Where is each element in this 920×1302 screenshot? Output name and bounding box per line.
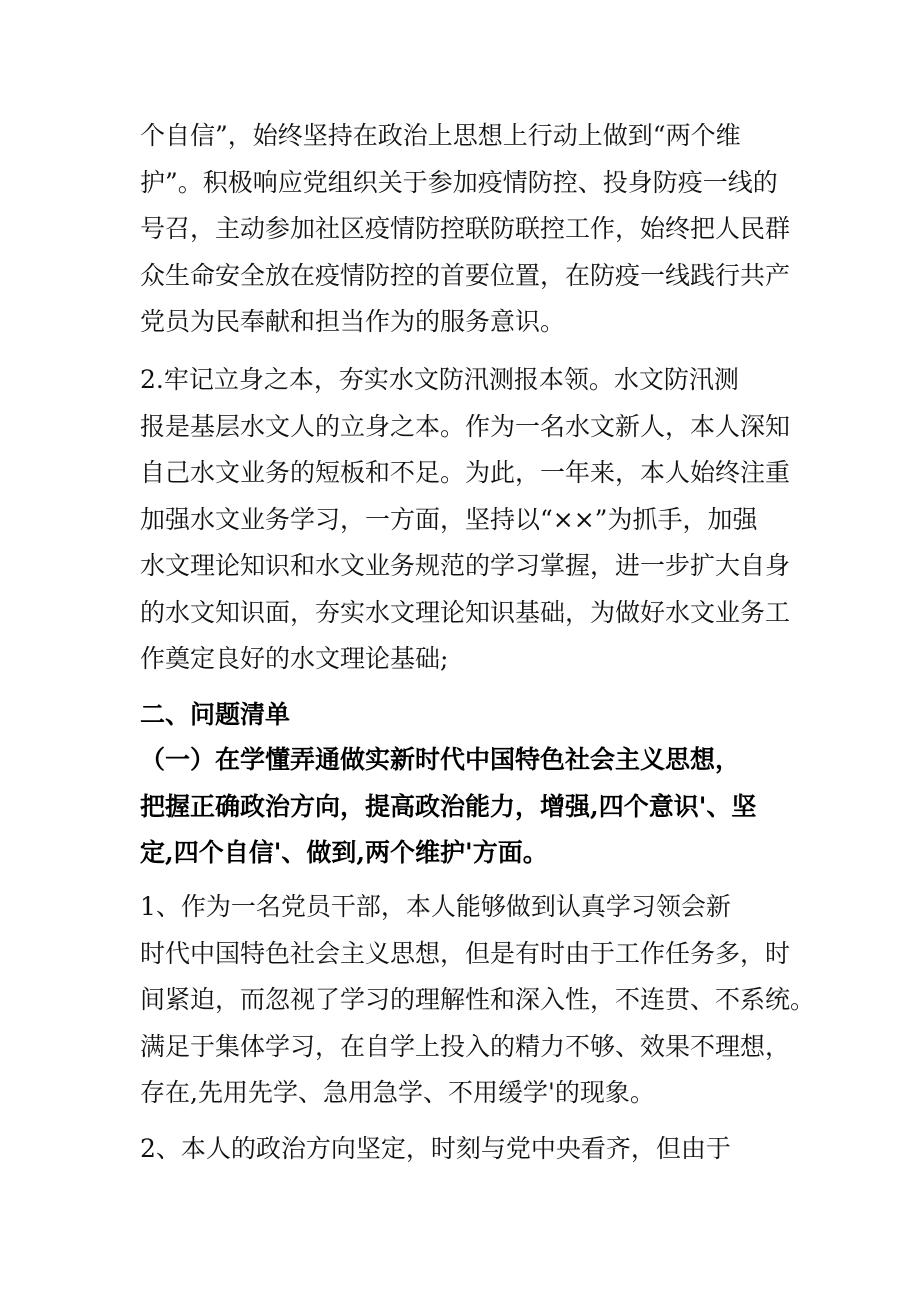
text-line: 2.牢记立身之本，夯实水文防汛测报本领。水文防汛测 bbox=[140, 365, 739, 394]
section-heading-problem-list bbox=[140, 692, 790, 739]
paragraph-problem-2 bbox=[140, 1126, 790, 1173]
text-line: 加强水文业务学习，一方面，坚持以“××”为抓手，加强 bbox=[140, 504, 758, 534]
text-line: 作奠定良好的水文理论基础; bbox=[140, 644, 449, 673]
text-line: 间紧迫，而忽视了学习的理解性和深入性，不连贯、不系统。 bbox=[140, 985, 816, 1014]
section-heading: 二、问题清单 bbox=[140, 700, 291, 729]
text-line: 时代中国特色社会主义思想，但是有时由于工作任务多，时 bbox=[140, 938, 791, 968]
paragraph-problem-1 bbox=[140, 884, 816, 1117]
text-line: 个自信”，始终坚持在政治上思想上行动上做到“两个维 bbox=[140, 121, 741, 150]
text-line: 护”。积极响应党组织关于参加疫情防控、投身防疫一线的 bbox=[140, 167, 778, 197]
text-line: 自己水文业务的短板和不足。为此，一年来，本人始终注重 bbox=[140, 458, 791, 487]
text-line: 水文理论知识和水文业务规范的学习掌握，进一步扩大自身 bbox=[140, 551, 791, 580]
text-line: 党员为民奉献和担当作为的服务意识。 bbox=[140, 307, 566, 336]
text-line: 报是基层水文人的立身之本。作为一名水文新人，本人深知 bbox=[140, 411, 791, 441]
text-line: 的水文知识面，夯实水文理论知识基础，为做好水文业务工 bbox=[140, 597, 791, 627]
text-line: 众生命安全放在疫情防控的首要位置，在防疫一线践行共产 bbox=[140, 260, 791, 290]
paragraph-hydrology-skills bbox=[140, 357, 790, 683]
text-line: 号召，主动参加社区疫情防控联防联控工作，始终把人民群 bbox=[140, 214, 791, 243]
subsection-heading bbox=[140, 737, 790, 877]
text-line: 2、本人的政治方向坚定，时刻与党中央看齐，但由于 bbox=[140, 1134, 731, 1163]
subheading-line: 定,四个自信'、做到,两个维护'方面。 bbox=[140, 838, 548, 867]
text-line: 1、作为一名党员干部，本人能够做到认真学习领会新 bbox=[140, 892, 731, 921]
subheading-line: 把握正确政治方向，提高政治能力，增强,四个意识'、坚 bbox=[140, 791, 757, 821]
text-line: 存在,先用先学、急用急学、不用缓学'的现象。 bbox=[140, 1078, 655, 1107]
subheading-line: （一）在学懂弄通做实新时代中国特色社会主义思想， bbox=[140, 745, 741, 774]
text-line: 满足于集体学习，在自学上投入的精力不够、效果不理想， bbox=[140, 1031, 791, 1061]
paragraph-political-commitment bbox=[140, 113, 790, 346]
